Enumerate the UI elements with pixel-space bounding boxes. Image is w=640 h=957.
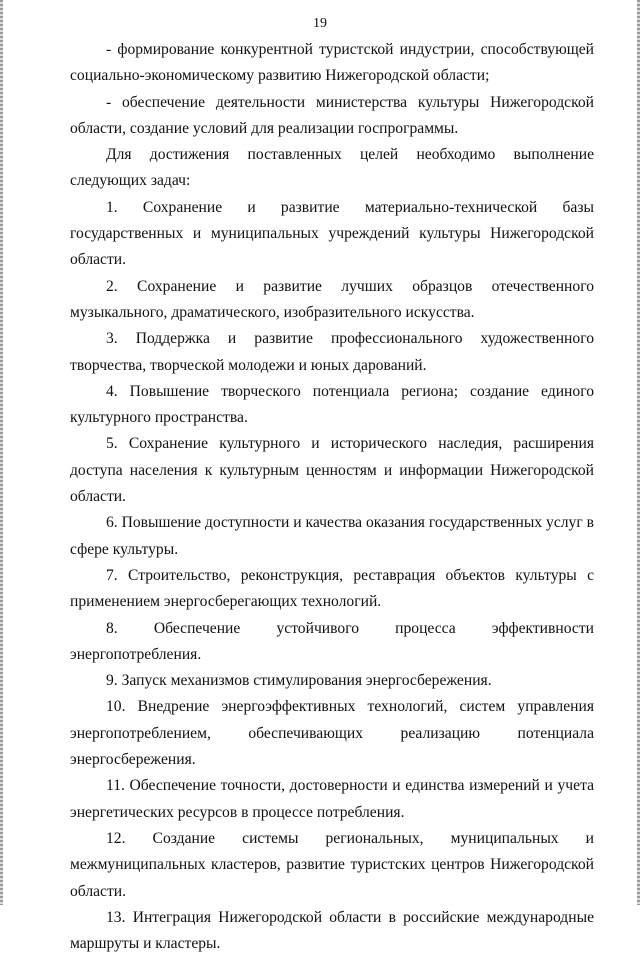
task-item-8: 8. Обеспечение устойчивого процесса эффективности энергопотребления. xyxy=(70,619,594,663)
paragraph-tasks-intro: Для достижения поставленных целей необходимо выполнение следующих задач: xyxy=(70,146,594,190)
task-item-1: 1. Сохранение и развитие материально-технической базы государственных и муниципальных учреждений культуры Нижегородской области. xyxy=(70,198,594,269)
task-item-5: 5. Сохранение культурного и исторического наследия, расширения доступа населения к культурным ценностям и информации Нижегородской области. xyxy=(70,435,594,506)
document-body xyxy=(70,37,594,957)
task-item-6: 6. Повышение доступности и качества оказания государственных услуг в сфере культуры. xyxy=(70,514,594,558)
task-item-2: 2. Сохранение и развитие лучших образцов отечественного музыкального, драматического, изобразительного искусства. xyxy=(70,277,594,321)
task-item-4: 4. Повышение творческого потенциала региона; создание единого культурного пространства. xyxy=(70,382,594,427)
task-item-3: 3. Поддержка и развитие профессионального художественного творчества, творческой молодежи и юных дарований. xyxy=(70,330,594,374)
task-item-10: 10. Внедрение энергоэффективных технологий, систем управления энергопотреблением, обеспечивающих реализацию потенциала энергосбережения. xyxy=(70,698,594,769)
page-number: 19 xyxy=(313,16,327,31)
task-item-11: 11. Обеспечение точности, достоверности и единства измерений и учета энергетических ресурсов в процессе потребления. xyxy=(70,777,594,821)
task-item-12: 12. Создание системы региональных, муниципальных и межмуниципальных кластеров, развитие туристских центров Нижегородской области. xyxy=(70,829,594,900)
task-item-7: 7. Строительство, реконструкция, реставрация объектов культуры с применением энергосберегающих технологий. xyxy=(70,566,594,611)
paragraph-goal-tourism: - формирование конкурентной туристской индустрии, способствующей социально-экономическому развитию Нижегородской области; xyxy=(70,41,594,85)
scan-edge-left xyxy=(0,0,3,905)
paragraph-goal-ministry: - обеспечение деятельности министерства культуры Нижегородской области, создание условий для реализации госпрограммы. xyxy=(70,93,594,137)
task-item-13: 13. Интеграция Нижегородской области в российские международные маршруты и кластеры. xyxy=(70,908,594,953)
task-item-9: 9. Запуск механизмов стимулирования энергосбережения. xyxy=(106,672,492,690)
